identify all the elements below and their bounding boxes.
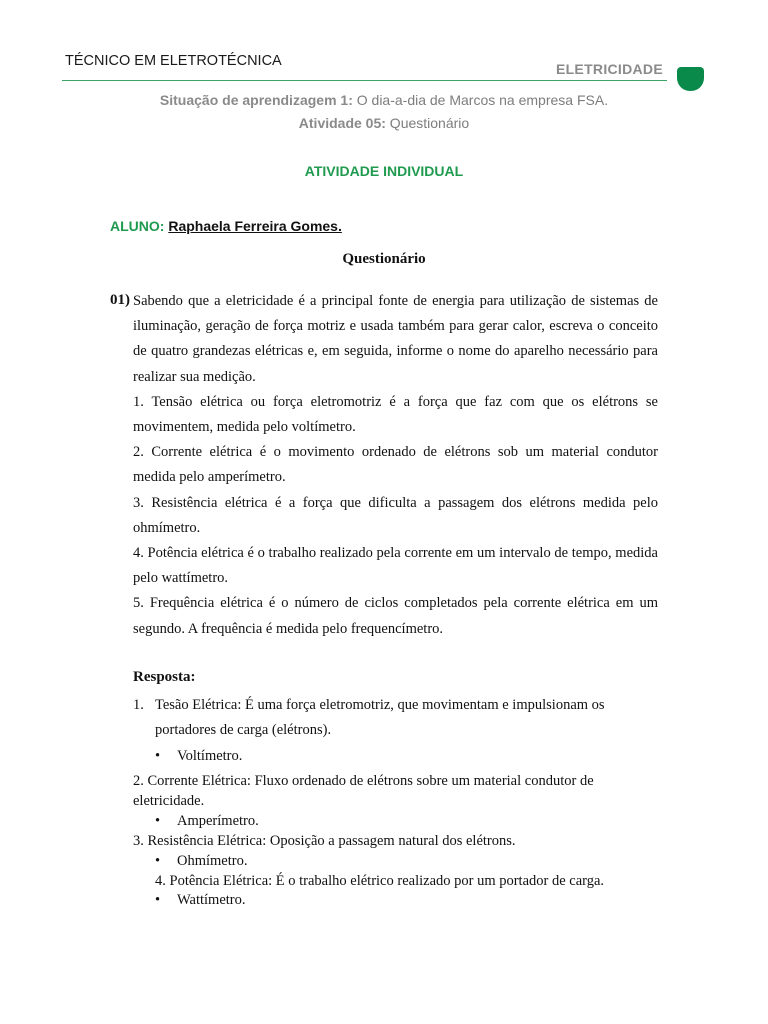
- bullet-icon: •: [155, 892, 161, 908]
- activity-label: Atividade 05:: [298, 115, 386, 131]
- bullet-icon: •: [155, 748, 161, 764]
- activity-line: [0, 115, 768, 131]
- bullet-text: Ohmímetro.: [177, 853, 248, 869]
- student-line: [110, 218, 342, 234]
- answer-item-3: 3. Resistência Elétrica: Oposição a passagem natural dos elétrons.: [133, 833, 516, 849]
- question-item: 4. Potência elétrica é o trabalho realizado pela corrente em um intervalo de tempo, medida pelo wattímetro.: [133, 545, 658, 587]
- student-label: ALUNO:: [110, 218, 165, 234]
- answer-item-4: 4. Potência Elétrica: É o trabalho elétrico realizado por um portador de carga.: [155, 873, 605, 889]
- answer-bullet-1: [155, 746, 555, 766]
- question-prompt: Sabendo que a eletricidade é a principal fonte de energia para utilização de sistemas de iluminação, geração de força motriz e usada também para gerar calor, escreva o conceito de quatro grandezas elétricas e, em seguida, informe o nome do aparelho necessário para realizar sua medição.: [133, 293, 658, 385]
- question-item: 1. Tensão elétrica ou força eletromotriz é a força que faz com que os elétrons se movimentem, medida pelo voltímetro.: [133, 393, 658, 436]
- bullet-text: Amperímetro.: [177, 813, 259, 829]
- bullet-icon: •: [155, 813, 161, 829]
- question-number: 01): [110, 292, 130, 308]
- subject-title: ELETRICIDADE: [555, 61, 663, 77]
- institution-logo: [677, 67, 704, 91]
- answer-item-1-text: Tesão Elétrica: É uma força eletromotriz, que movimentam e impulsionam os portadores de carga (elétrons).: [155, 697, 605, 738]
- learning-situation-label: Situação de aprendizagem 1:: [159, 92, 353, 108]
- question-item: 3. Resistência elétrica é a força que dificulta a passagem dos elétrons medida pelo ohmímetro.: [133, 494, 658, 536]
- activity-text: Questionário: [385, 115, 470, 131]
- answer-bullet-4: [155, 890, 555, 910]
- answer-bullet-3: [155, 851, 555, 871]
- question-item: 5. Frequência elétrica é o número de ciclos completados pela corrente elétrica em um segundo. A frequência é medida pelo frequencímetro.: [133, 595, 658, 637]
- student-name: Raphaela Ferreira Gomes.: [168, 218, 342, 234]
- bullet-text: Voltímetro.: [177, 748, 243, 764]
- answer-item-1: [133, 693, 653, 743]
- learning-situation-text: O dia-a-dia de Marcos na empresa FSA.: [352, 92, 609, 108]
- activity-type: ATIVIDADE INDIVIDUAL: [304, 163, 464, 179]
- header-divider: [62, 80, 667, 81]
- learning-situation: [0, 92, 768, 108]
- bullet-icon: •: [155, 853, 161, 869]
- answer-bullet-2: [155, 811, 555, 831]
- questionnaire-title: Questionário: [342, 251, 426, 267]
- answer-item-2: 2. Corrente Elétrica: Fluxo ordenado de elétrons sobre um material condutor de eletricidade.: [133, 773, 594, 809]
- answer-title: Resposta:: [133, 669, 196, 685]
- bullet-text: Wattímetro.: [177, 892, 246, 908]
- question-item: 2. Corrente elétrica é o movimento ordenado de elétrons sob um material condutor medida pelo amperímetro.: [133, 444, 658, 486]
- answer-item-1-number: 1.: [133, 697, 144, 713]
- question-body: [133, 289, 658, 642]
- course-title: TÉCNICO EM ELETROTÉCNICA: [65, 53, 282, 69]
